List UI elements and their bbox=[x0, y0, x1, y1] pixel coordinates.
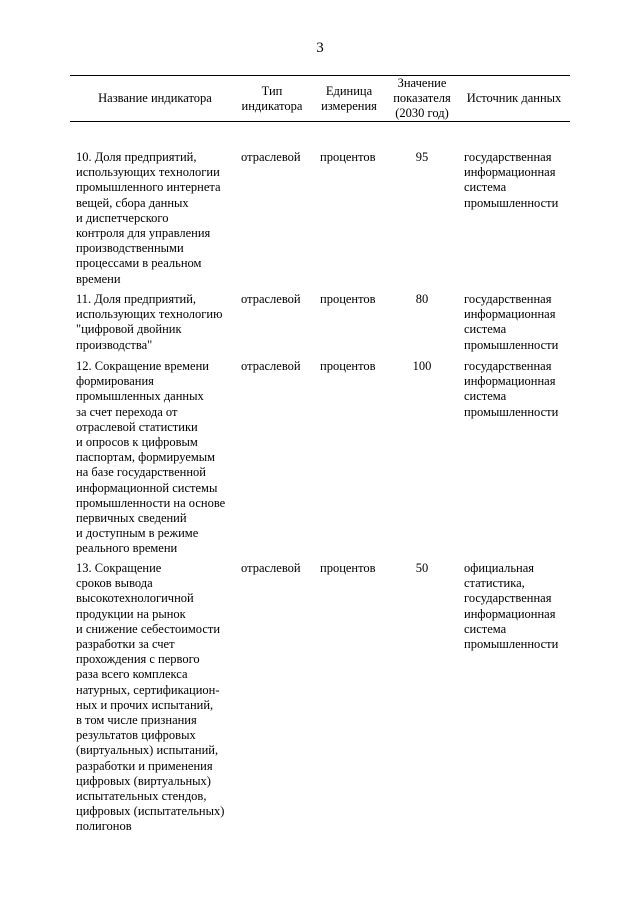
column-header-indicator-name: Название индикатора bbox=[98, 91, 212, 105]
target-value-cell: 80 bbox=[415, 292, 429, 306]
indicator-name-cell: 12. Сокращение времени формирования промышленных данных за счет перехода от отраслевой статистики и опросов к цифровым паспортам, формируемым на базе государственной информационной системы промышленности на основе первичных сведений и доступным в режиме реального времени bbox=[76, 359, 226, 556]
indicator-type-cell: отраслевой bbox=[241, 292, 301, 306]
target-value-cell: 100 bbox=[412, 359, 432, 373]
unit-cell: процентов bbox=[320, 150, 376, 164]
column-header-indicator-type: Тип индикатора bbox=[241, 83, 303, 113]
indicator-type-cell: отраслевой bbox=[241, 561, 301, 575]
data-source-cell: государственная информационная система промышленности bbox=[464, 359, 559, 419]
data-source-cell: официальная статистика, государственная информационная система промышленности bbox=[464, 561, 559, 652]
target-value-cell: 50 bbox=[415, 561, 429, 575]
column-header-unit: Единица измерения bbox=[321, 83, 377, 113]
data-source-cell: государственная информационная система промышленности bbox=[464, 150, 559, 210]
target-value-cell: 95 bbox=[415, 150, 429, 164]
page-number: 3 bbox=[316, 40, 324, 56]
unit-cell: процентов bbox=[320, 359, 376, 373]
column-header-target-value: Значение показателя (2030 год) bbox=[393, 76, 451, 120]
unit-cell: процентов bbox=[320, 292, 376, 306]
table-header-bottom-rule bbox=[70, 121, 570, 122]
column-header-data-source: Источник данных bbox=[466, 91, 562, 105]
indicator-name-cell: 11. Доля предприятий, использующих технологию "цифровой двойник производства" bbox=[76, 292, 223, 352]
indicator-name-cell: 10. Доля предприятий, использующих технологии промышленного интернета вещей, сбора данных и диспетчерского контроля для управления производственными процессами в реальном времени bbox=[76, 150, 221, 286]
indicator-name-cell: 13. Сокращение сроков вывода высокотехнологичной продукции на рынок и снижение себестоимости разработки за счет прохождения с первого раза всего комплекса натурных, сертификацион- ных и прочих испытаний, в том числе признания результатов цифровых (виртуальных) испытаний, разработки и применения цифровых (виртуальных) испытательных стендов, цифровых (испытательных) полигонов bbox=[76, 561, 225, 834]
unit-cell: процентов bbox=[320, 561, 376, 575]
data-source-cell: государственная информационная система промышленности bbox=[464, 292, 559, 352]
indicator-type-cell: отраслевой bbox=[241, 359, 301, 373]
indicator-type-cell: отраслевой bbox=[241, 150, 301, 164]
